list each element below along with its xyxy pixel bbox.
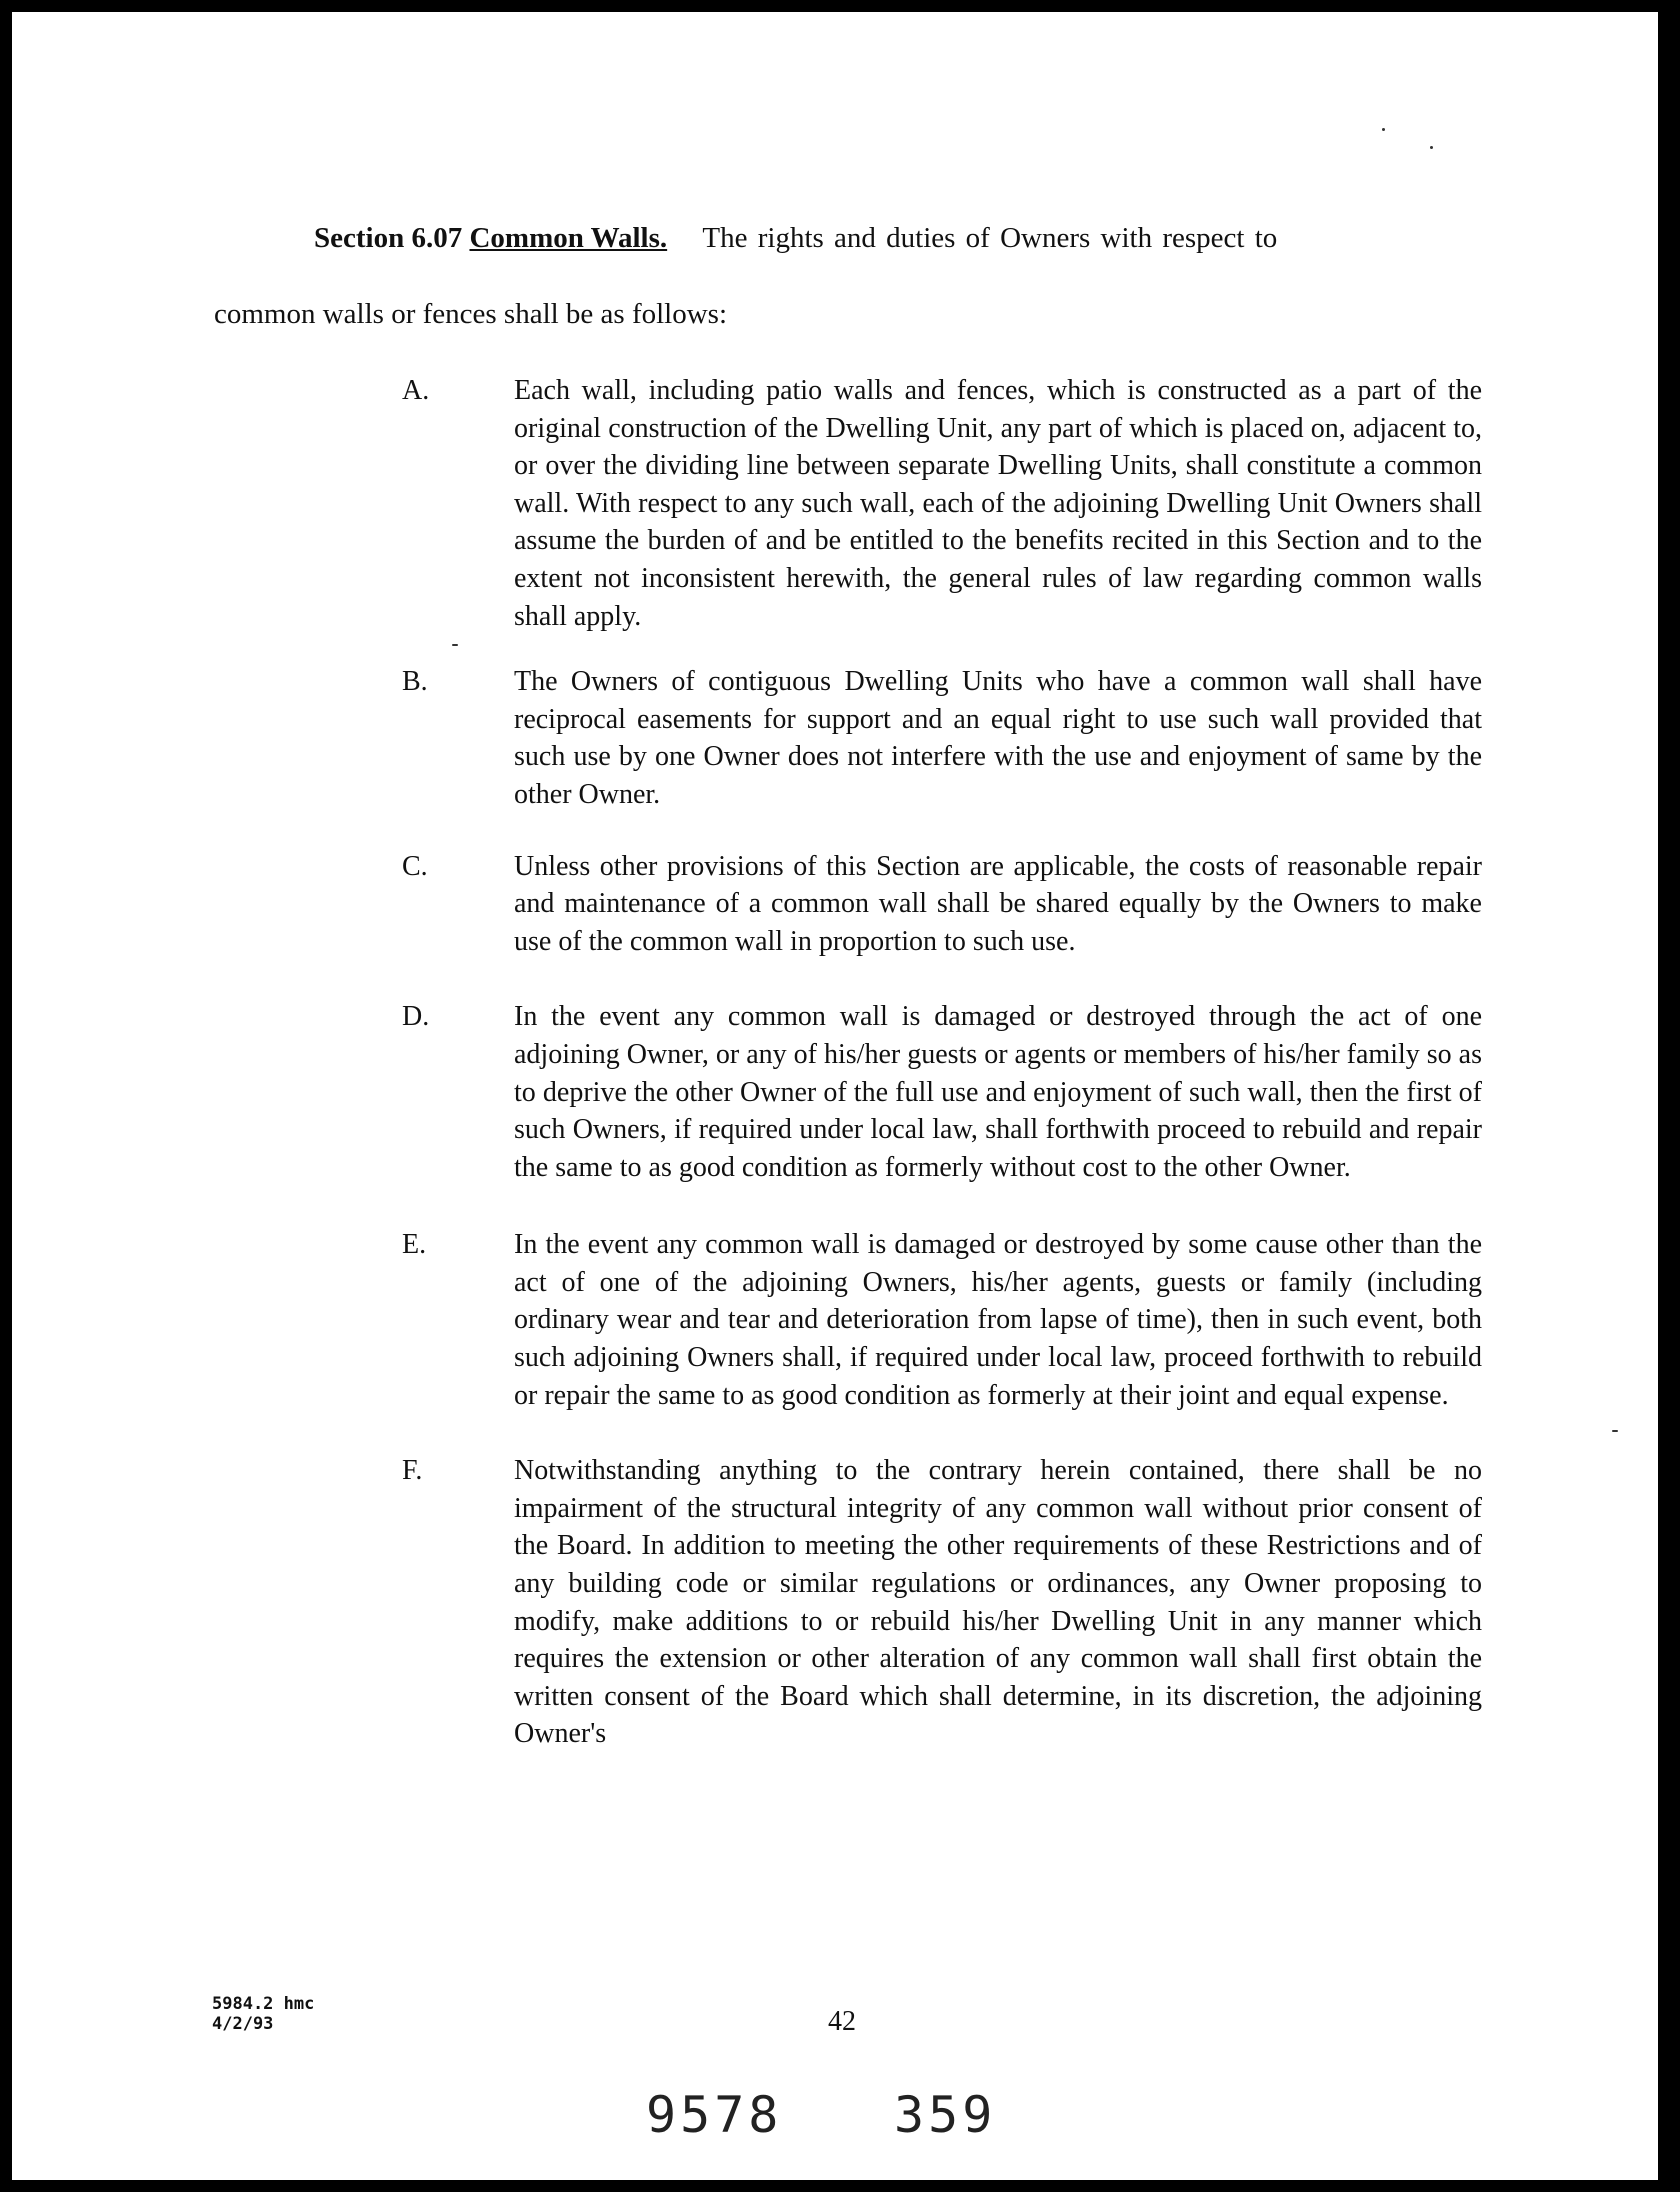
document-code-date: 4/2/93: [212, 2014, 274, 2034]
provision-text: Unless other provisions of this Section are applicable, the costs of reasonable repair and maintenance of a common wall shall be shared equally by the Owners to make use of the common wall in proportion to such use.: [514, 850, 1482, 957]
section-intro-continuation: common walls or fences shall be as follows:: [214, 298, 728, 330]
provision-letter: D.: [402, 1001, 430, 1033]
document-page: [12, 12, 1658, 2180]
scan-speck: [1430, 146, 1433, 149]
provisions-list: [402, 372, 1482, 1753]
section-heading: [314, 220, 1494, 256]
provision-text: Each wall, including patio walls and fences, which is constructed as a part of the original construction of the Dwelling Unit, any part of which is placed on, adjacent to, or over the dividing line between separate Dwelling Units, shall constitute a common wall. With respect to any such wall, each of the adjoining Dwelling Unit Owners shall assume the burden of and be entitled to the benefits recited in this Section and to the extent not inconsistent herewith, the general rules of law regarding common walls shall apply.: [514, 375, 1482, 632]
provision-a: [402, 372, 1482, 635]
provision-letter: C.: [402, 850, 428, 882]
scan-speck: [1612, 1430, 1618, 1432]
provision-c: [402, 848, 1482, 961]
provision-letter: B.: [402, 666, 428, 698]
document-code-id: 5984.2 hmc: [212, 1994, 315, 2014]
provision-letter: E.: [402, 1229, 427, 1261]
provision-f: [402, 1452, 1482, 1753]
bates-number-left: 9578: [646, 2086, 783, 2144]
bates-number-right: 359: [894, 2086, 997, 2144]
provision-b: [402, 663, 1482, 813]
provision-d: [402, 998, 1482, 1186]
section-intro-first-line: The rights and duties of Owners with respect to: [702, 222, 1278, 254]
page-number: 42: [828, 2006, 856, 2037]
scan-speck: [1382, 128, 1385, 131]
provision-e: [402, 1226, 1482, 1414]
provision-text: Notwithstanding anything to the contrary herein contained, there shall be no impairment of the structural integrity of any common wall without prior consent of the Board. In addition to meeting the other requirements of these Restrictions and of any building code or similar regulations or ordinances, any Owner proposing to modify, make additions to or rebuild his/her Dwelling Unit in any manner which requires the extension or other alteration of any common wall shall first obtain the written consent of the Board which shall determine, in its discretion, the adjoining Owner's: [514, 1455, 1482, 1750]
provision-text: In the event any common wall is damaged or destroyed by some cause other than the act of one of the adjoining Owners, his/her agents, guests or family (including ordinary wear and tear and deterioration from lapse of time), then in such event, both such adjoining Owners shall, if required under local law, proceed forthwith to rebuild or repair the same to as good condition as formerly at their joint and equal expense.: [514, 1229, 1482, 1411]
provision-letter: F.: [402, 1455, 423, 1487]
section-number: Section 6.07: [314, 222, 463, 254]
section-title: Common Walls.: [469, 222, 668, 254]
provision-text: The Owners of contiguous Dwelling Units who have a common wall shall have reciprocal easements for support and an equal right to use such wall provided that such use by one Owner does not interfere with the use and enjoyment of same by the other Owner.: [514, 666, 1482, 810]
document-code: [212, 1994, 314, 2034]
provision-text: In the event any common wall is damaged or destroyed through the act of one adjoining Owner, or any of his/her guests or agents or members of his/her family so as to deprive the other Owner of the full use and enjoyment of such wall, then the first of such Owners, if required under local law, shall forthwith proceed to rebuild and repair the same to as good condition as formerly without cost to the other Owner.: [514, 1001, 1482, 1183]
provision-letter: A.: [402, 375, 430, 406]
